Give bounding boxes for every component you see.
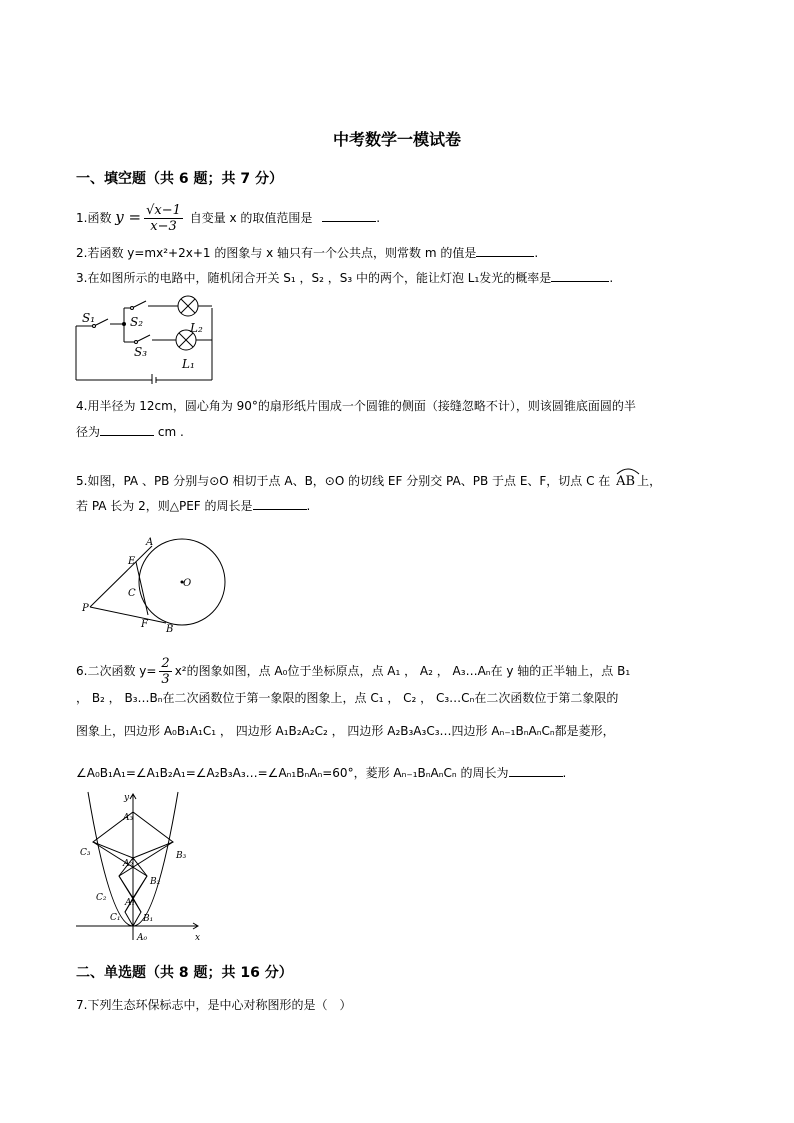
- q2-end: .: [534, 246, 539, 260]
- tangent-circle-figure: [78, 535, 238, 637]
- question-7: 7.下列生态环保标志中，是中心对称图形的是（ ）: [76, 998, 352, 1012]
- q6-line1-text: x²的图象如图，点 A₀位于坐标原点，点 A₁ ， A₂ ， A₃…Aₙ在 y 轴的正半轴上，点 B₁: [174, 664, 631, 678]
- question-5-line-1: [76, 472, 661, 491]
- q1-prefix: 1.函数: [76, 211, 112, 225]
- q6-end: .: [562, 766, 567, 780]
- question-4-line-1: 4.用半径为 12cm，圆心角为 90°的扇形纸片围成一个圆锥的侧面（接缝忽略不计），则该圆锥底面圆的半: [76, 399, 636, 413]
- q1-fraction: [144, 203, 183, 234]
- parabola-rhombus-figure: [74, 788, 209, 944]
- question-6-line-1: [76, 656, 630, 687]
- q6-numerator: 2: [161, 656, 170, 671]
- section-fill-in-heading: 一、填空题（共 6 题；共 7 分）: [76, 171, 283, 187]
- q3-text: 3.在如图所示的电路中，随机闭合开关 S₁ ，S₂ ，S₃ 中的两个，能让灯泡 L₁发光的概率是: [76, 271, 552, 285]
- label-e: E: [128, 556, 136, 567]
- label-a0: A₀: [137, 933, 148, 943]
- label-b1: B₁: [143, 914, 154, 924]
- label-b2: B₂: [150, 877, 161, 887]
- q6-prefix: 6.二次函数 y=: [76, 664, 157, 678]
- question-4-line-2: [76, 423, 184, 441]
- label-b3: B₃: [176, 851, 187, 861]
- label-o: O: [183, 578, 192, 589]
- label-p: P: [82, 603, 89, 614]
- q1-suffix: 自变量 x 的取值范围是: [189, 211, 313, 225]
- label-a2: A₂: [123, 859, 134, 869]
- label-c: C: [128, 588, 136, 599]
- label-a1: A₁: [125, 898, 136, 908]
- q5-text: 5.如图，PA 、PB 分别与⊙O 相切于点 A、B，⊙O 的切线 EF 分别交 PA、PB 于点 E、F，切点 C 在: [76, 474, 611, 488]
- q5-arc-ab: [616, 473, 635, 491]
- section-single-choice-heading: 二、单选题（共 8 题；共 16 分）: [76, 965, 293, 981]
- q1-numerator: √x−1: [146, 203, 181, 218]
- arc-symbol-icon: [616, 467, 640, 475]
- label-x-axis: x: [195, 933, 201, 943]
- q4-prefix: 径为: [76, 425, 101, 439]
- q2-answer-blank[interactable]: [476, 244, 534, 257]
- label-s1: S₁: [82, 311, 96, 325]
- q6-answer-blank[interactable]: [509, 764, 563, 777]
- q4-unit: cm .: [157, 425, 184, 439]
- label-a: A: [146, 537, 154, 548]
- question-5-line-2: [76, 497, 310, 515]
- label-c2: C₂: [96, 893, 107, 903]
- label-l2: L₂: [190, 321, 203, 335]
- label-l1: L₁: [182, 357, 195, 371]
- q3-answer-blank[interactable]: [551, 269, 609, 282]
- label-b: B: [166, 624, 174, 635]
- label-s3: S₃: [134, 345, 148, 359]
- q6-denominator: 3: [161, 672, 170, 687]
- label-f: F: [141, 619, 148, 630]
- q1-denominator: x−3: [150, 219, 177, 234]
- q5-arc-label: AB: [616, 474, 636, 489]
- q1-answer-blank[interactable]: [322, 209, 376, 222]
- label-a3: A₃: [123, 813, 134, 823]
- question-2: [76, 244, 538, 262]
- question-6-line-3: 图象上，四边形 A₀B₁A₁C₁ ， 四边形 A₁B₂A₂C₂ ， 四边形 A₂B₃A₃C₃…四边形 Aₙ₋₁BₙAₙCₙ都是菱形，: [76, 724, 615, 738]
- q5-line2-text: 若 PA 长为 2，则△PEF 的周长是: [76, 499, 253, 513]
- question-3: [76, 269, 613, 287]
- q6-fraction: [159, 656, 171, 687]
- label-y-axis: y: [124, 793, 130, 803]
- q1-end: .: [376, 211, 381, 225]
- circuit-diagram: [72, 292, 222, 384]
- q1-y: y =: [115, 208, 142, 226]
- question-1: [76, 203, 380, 234]
- q4-answer-blank[interactable]: [100, 423, 154, 436]
- q2-text: 2.若函数 y=mx²+2x+1 的图象与 x 轴只有一个公共点，则常数 m 的值是: [76, 246, 477, 260]
- question-6-line-4: [76, 764, 566, 782]
- q5-text-end: 上，: [637, 474, 662, 488]
- q6-line4-text: ∠A₀B₁A₁=∠A₁B₂A₁=∠A₂B₃A₃…=∠Aₙ₁BₙAₙ=60°，菱形 Aₙ₋₁BₙAₙCₙ 的周长为: [76, 766, 509, 780]
- question-6-line-2: ， B₂ ， B₃…Bₙ在二次函数位于第一象限的图象上，点 C₁ ， C₂ ， C₃…Cₙ在二次函数位于第二象限的: [76, 691, 619, 705]
- label-c1: C₁: [110, 913, 121, 923]
- document-title: 中考数学一模试卷: [332, 130, 461, 149]
- q5-answer-blank[interactable]: [253, 497, 307, 510]
- label-s2: S₂: [130, 315, 144, 329]
- q5-end: .: [306, 499, 311, 513]
- label-c3: C₃: [80, 848, 91, 858]
- q3-end: .: [609, 271, 614, 285]
